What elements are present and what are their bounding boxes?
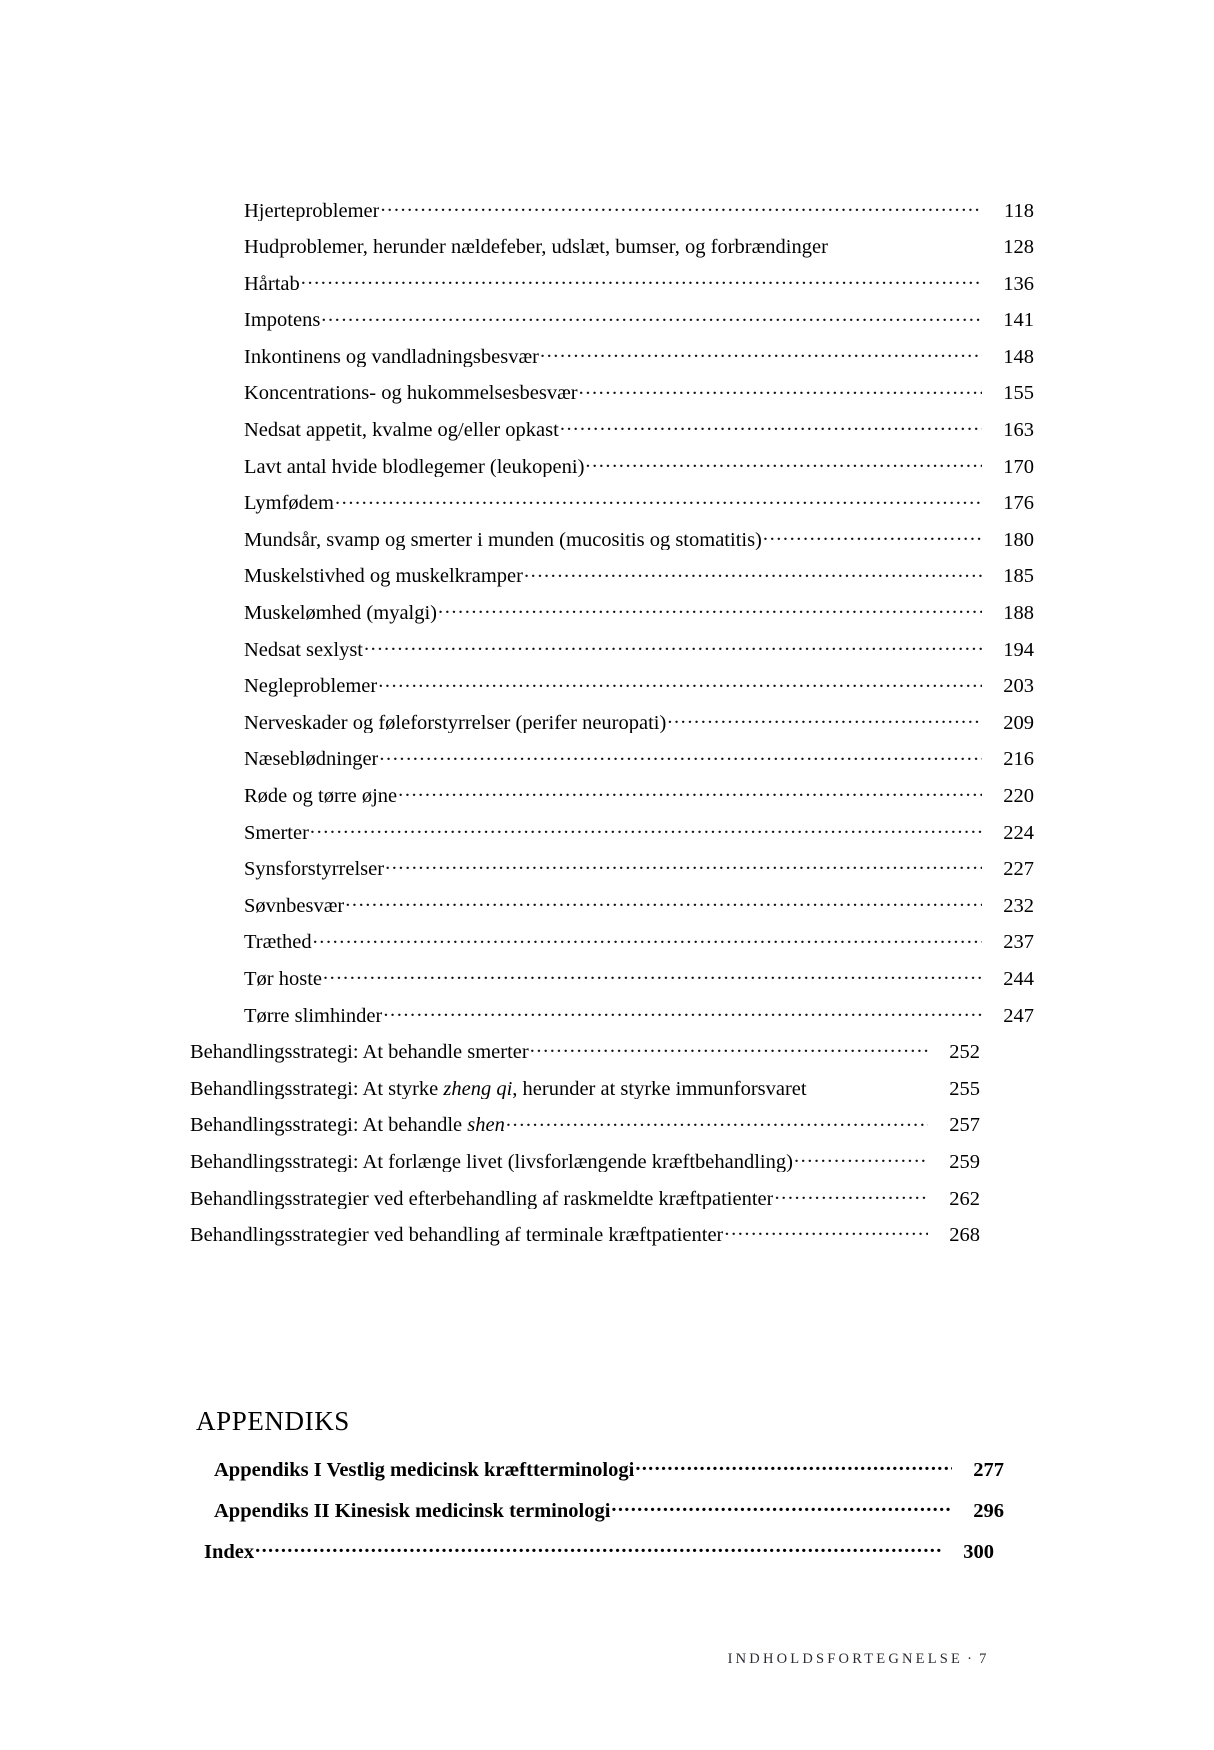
toc-entry-page: 141: [1003, 309, 1034, 332]
appendiks-entry-title: Appendiks II Kinesisk medicinsk terminologi: [214, 1499, 611, 1522]
toc-entry[interactable]: [190, 306, 1034, 343]
toc-list: [190, 196, 1034, 1257]
toc-entry-page: 155: [1003, 382, 1034, 405]
toc-entry-page: 163: [1003, 419, 1034, 442]
appendiks-entry-title: Index: [204, 1540, 255, 1563]
appendiks-entry-index[interactable]: [190, 1537, 994, 1578]
toc-entry[interactable]: [190, 782, 1034, 819]
toc-entry-page: 220: [1003, 785, 1034, 807]
dot-leader: [321, 306, 982, 327]
toc-entry-title: Hjerteproblemer: [244, 200, 380, 221]
appendiks-entry-page: 300: [963, 1540, 994, 1563]
footer-page-number: 7: [979, 1651, 987, 1667]
toc-entry[interactable]: [190, 891, 1034, 928]
toc-entry[interactable]: [190, 635, 1034, 672]
toc-entry[interactable]: [190, 489, 1034, 526]
dot-leader: [335, 489, 982, 510]
toc-title-italic-term: shen: [467, 1115, 505, 1136]
toc-entry-title: Tør hoste: [244, 968, 322, 990]
dot-leader: [378, 672, 982, 693]
toc-title-part-before: Behandlingsstrategi: At behandle: [190, 1115, 468, 1136]
toc-entry[interactable]: [190, 745, 1034, 782]
toc-entry-page: 232: [1003, 894, 1034, 917]
toc-entry-title: Muskelstivhed og muskelkramper: [244, 566, 523, 587]
footer-separator: ·: [967, 1651, 976, 1667]
dot-leader: [398, 782, 982, 803]
toc-entry-title: Behandlingsstrategier ved behandling af terminale kræftpatienter: [190, 1225, 724, 1246]
toc-entry[interactable]: [190, 672, 1034, 709]
toc-entry[interactable]: [190, 562, 1034, 599]
toc-entry-title: Nerveskader og føleforstyrrelser (perifer neuropati): [244, 712, 667, 734]
toc-entry[interactable]: [190, 416, 1034, 453]
dot-leader: [383, 1001, 982, 1022]
footer-content: [728, 1651, 987, 1668]
toc-entry-title: Synsforstyrrelser: [244, 859, 385, 880]
toc-entry-page: 194: [1003, 638, 1034, 661]
footer-label: INDHOLDSFORTEGNELSE: [727, 1651, 964, 1667]
toc-entry[interactable]: [190, 708, 1034, 745]
toc-entry-title: Næseblødninger: [244, 749, 379, 770]
toc-entry-page: 244: [1003, 967, 1034, 990]
appendiks-entry-title: Appendiks I Vestlig medicinsk kræftterminologi: [214, 1458, 635, 1481]
toc-entry-page: 255: [949, 1077, 980, 1100]
toc-entry-title: Træthed: [244, 932, 312, 953]
dot-leader: [829, 233, 982, 254]
toc-entry[interactable]: [190, 525, 1034, 562]
toc-entry-title: [190, 1079, 807, 1100]
toc-title-italic-term: zheng qi: [443, 1078, 513, 1100]
toc-entry-page: 180: [1003, 528, 1034, 551]
toc-entry-page: 203: [1003, 675, 1034, 698]
toc-entry-page: 209: [1003, 711, 1034, 734]
toc-entry[interactable]: [190, 1111, 980, 1148]
toc-entry-page: 252: [949, 1041, 980, 1064]
toc-entry[interactable]: [190, 855, 1034, 892]
toc-entry-page: 224: [1003, 821, 1034, 844]
toc-entry-page: 176: [1003, 492, 1034, 515]
dot-leader: [301, 269, 982, 290]
dot-leader: [635, 1455, 952, 1476]
toc-entry-page: 136: [1003, 272, 1034, 295]
appendiks-entry-page: 296: [973, 1499, 1004, 1522]
toc-entry[interactable]: [190, 1074, 980, 1111]
toc-entry[interactable]: [190, 233, 1034, 270]
toc-entry[interactable]: [190, 1001, 1034, 1038]
toc-entry[interactable]: [190, 196, 1034, 233]
dot-leader: [560, 416, 982, 437]
toc-entry-page: 262: [949, 1187, 980, 1210]
toc-entry[interactable]: [190, 964, 1034, 1001]
toc-entry-title: Hudproblemer, herunder nældefeber, udslæt, bumser, og forbrændinger: [244, 237, 828, 258]
dot-leader: [611, 1496, 952, 1517]
toc-entry-title: [190, 1115, 505, 1136]
toc-entry[interactable]: [190, 1184, 980, 1221]
dot-leader: [255, 1537, 942, 1558]
toc-entry-title: Behandlingsstrategi: At behandle smerter: [190, 1042, 529, 1063]
toc-entry-page: 188: [1003, 602, 1034, 625]
toc-entry-title: Hårtab: [244, 273, 300, 295]
dot-leader: [385, 855, 982, 876]
toc-entry-title: Negleproblemer: [244, 676, 378, 697]
dot-leader: [667, 708, 982, 729]
appendiks-section: [190, 1406, 1004, 1578]
toc-entry-page: 118: [1004, 199, 1034, 222]
dot-leader: [364, 635, 982, 656]
dot-leader: [774, 1184, 928, 1205]
toc-entry-title: Søvnbesvær: [244, 895, 345, 917]
appendiks-entry-page: 277: [973, 1458, 1004, 1481]
dot-leader: [530, 1038, 928, 1059]
dot-leader: [763, 525, 982, 546]
toc-entry-page: 237: [1003, 931, 1034, 954]
toc-entry[interactable]: [190, 1147, 980, 1184]
dot-leader: [379, 745, 982, 766]
toc-entry-title: Muskelømhed (myalgi): [244, 603, 438, 624]
dot-leader: [438, 599, 982, 620]
dot-leader: [808, 1074, 928, 1095]
toc-entry[interactable]: [190, 1038, 980, 1075]
dot-leader: [579, 379, 982, 400]
dot-leader: [585, 452, 982, 473]
toc-entry-page: 148: [1003, 345, 1034, 368]
toc-entry-page: 268: [949, 1224, 980, 1247]
toc-entry-title: Mundsår, svamp og smerter i munden (mucositis og stomatitis): [244, 529, 762, 551]
dot-leader: [380, 196, 982, 217]
toc-entry[interactable]: [190, 599, 1034, 636]
dot-leader: [524, 562, 982, 583]
toc-entry[interactable]: [190, 452, 1034, 489]
toc-entry-title: Behandlingsstrategier ved efterbehandling af raskmeldte kræftpatienter: [190, 1188, 774, 1210]
toc-entry-title: Behandlingsstrategi: At forlænge livet (livsforlængende kræftbehandling): [190, 1151, 793, 1173]
toc-entry-title: Lymfødem: [244, 493, 334, 514]
dot-leader: [540, 342, 982, 363]
toc-entry-title: Inkontinens og vandladningsbesvær: [244, 346, 539, 368]
toc-title-part-before: Behandlingsstrategi: At styrke: [190, 1078, 444, 1100]
toc-entry-title: Impotens: [244, 310, 321, 331]
dot-leader: [345, 891, 982, 912]
page-footer: [0, 1650, 1214, 1668]
toc-entry-title: Nedsat appetit, kvalme og/eller opkast: [244, 420, 559, 441]
appendiks-entry[interactable]: [190, 1496, 1004, 1537]
toc-title-part-after: , herunder at styrke immunforsvaret: [512, 1078, 807, 1100]
toc-entry[interactable]: [190, 342, 1034, 379]
appendiks-heading: APPENDIKS: [196, 1406, 350, 1436]
dot-leader: [724, 1221, 928, 1242]
toc-entry[interactable]: [190, 1221, 980, 1258]
dot-leader: [794, 1147, 928, 1168]
toc-entry[interactable]: [190, 269, 1034, 306]
toc-entry-title: Nedsat sexlyst: [244, 639, 363, 661]
toc-entry-title: Lavt antal hvide blodlegemer (leukopeni): [244, 456, 585, 478]
toc-entry-title: Koncentrations- og hukommelsesbesvær: [244, 383, 578, 404]
toc-entry[interactable]: [190, 379, 1034, 416]
toc-entry-page: 185: [1003, 565, 1034, 588]
toc-entry[interactable]: [190, 928, 1034, 965]
dot-leader: [506, 1111, 928, 1132]
toc-entry-page: 227: [1003, 858, 1034, 881]
toc-entry-title: Smerter: [244, 822, 309, 844]
dot-leader: [323, 964, 982, 985]
toc-entry-title: Tørre slimhinder: [244, 1005, 383, 1027]
appendiks-entry[interactable]: [190, 1455, 1004, 1496]
toc-entry-page: 128: [1003, 236, 1034, 259]
dot-leader: [313, 928, 982, 949]
dot-leader: [310, 818, 982, 839]
toc-entry-title: Røde og tørre øjne: [244, 786, 398, 807]
toc-entry-page: 257: [949, 1114, 980, 1137]
toc-entry-page: 216: [1003, 748, 1034, 771]
toc-entry-page: 259: [949, 1150, 980, 1173]
toc-entry-page: 170: [1003, 455, 1034, 478]
toc-entry-page: 247: [1003, 1004, 1034, 1027]
toc-entry[interactable]: [190, 818, 1034, 855]
